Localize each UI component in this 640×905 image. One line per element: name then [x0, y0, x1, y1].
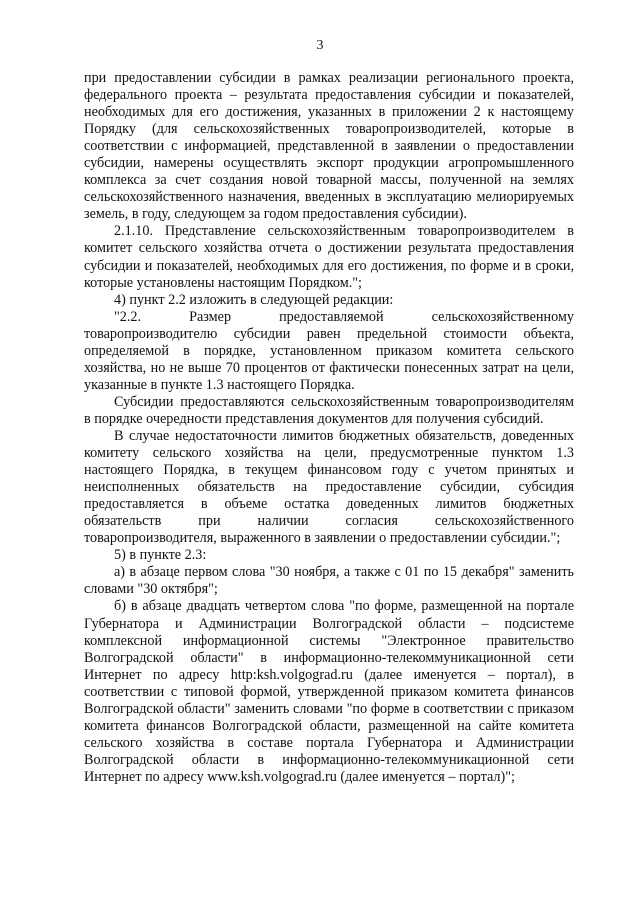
- paragraph-item-4: 4) пункт 2.2 изложить в следующей редакции:: [114, 291, 394, 308]
- paragraph-continuation: при предоставлении субсидии в рамках реализации регионального проекта, федерального проекта – результата предоставления субсидии и показателей, необходимых для его достижения, указанных в приложении 2 к настоящему Порядку (для сельскохозяйственных товаропроизводителей, которые в соответствии с информацией, представленной в заявлении о предоставлении субсидии, намерены осуществлять экспорт продукции агропромышленного комплекса за счет создания новой товарной массы, полученной на землях сельскохозяйственного назначения, введенных в эксплуатацию мелиорируемых земель, в году, следующем за годом предоставления субсидии).: [84, 70, 574, 223]
- paragraph-2-2: "2.2. Размер предоставляемой сельскохозяйственному товаропроизводителю субсидии равен предельной стоимости объекта, определяемой в порядке, установленном приказом комитета сельского хозяйства, но не выше 70 процентов от фактически понесенных затрат на цели, указанные в пункте 1.3 настоящего Порядка.: [84, 308, 574, 393]
- page-number: 3: [316, 38, 324, 53]
- paragraph-item-5b: б) в абзаце двадцать четвертом слова "по форме, размещенной на портале Губернатора и Администрации Волгоградской области – подсистеме комплексной информационной системы "Электронное правительство Волгоградской области" в информационно-телекоммуникационной сети Интернет по адресу http:ksh.volgograd.ru (далее именуется – портал), в соответствии с типовой формой, утвержденной приказом комитета финансов Волгоградской области" заменить словами "по форме в соответствии с приказом комитета финансов Волгоградской области, размещенной на сайте комитета сельского хозяйства в составе портала Губернатора и Администрации Волгоградской области в информационно-телекоммуникационной сети Интернет по адресу www.ksh.volgograd.ru (далее именуется – портал)";: [84, 598, 574, 785]
- paragraph-item-5a: а) в абзаце первом слова "30 ноября, а также с 01 по 15 декабря" заменить словами "30 октября";: [84, 564, 574, 598]
- paragraph-2-1-10: 2.1.10. Представление сельскохозяйственным товаропроизводителем в комитет сельского хозяйства отчета о достижении результата предоставления субсидии и показателей, необходимых для его достижения, по форме и в сроки, которые установлены настоящим Порядком.";: [84, 223, 574, 291]
- paragraph-item-5: 5) в пункте 2.3:: [114, 547, 207, 564]
- paragraph-subsidies-order: Субсидии предоставляются сельскохозяйственным товаропроизводителям в порядке очередности представления документов для получения субсидий.: [84, 393, 574, 427]
- document-body: [84, 70, 574, 786]
- paragraph-insufficient-limits: В случае недостаточности лимитов бюджетных обязательств, доведенных комитету сельского хозяйства на цели, предусмотренные пунктом 1.3 настоящего Порядка, в текущем финансовом году с учетом принятых и неисполненных обязательств на предоставление субсидии, субсидия предоставляется в объеме остатка доведенных лимитов бюджетных обязательств при наличии согласия сельскохозяйственного товаропроизводителя, выраженного в заявлении о предоставлении субсидии.";: [84, 427, 574, 547]
